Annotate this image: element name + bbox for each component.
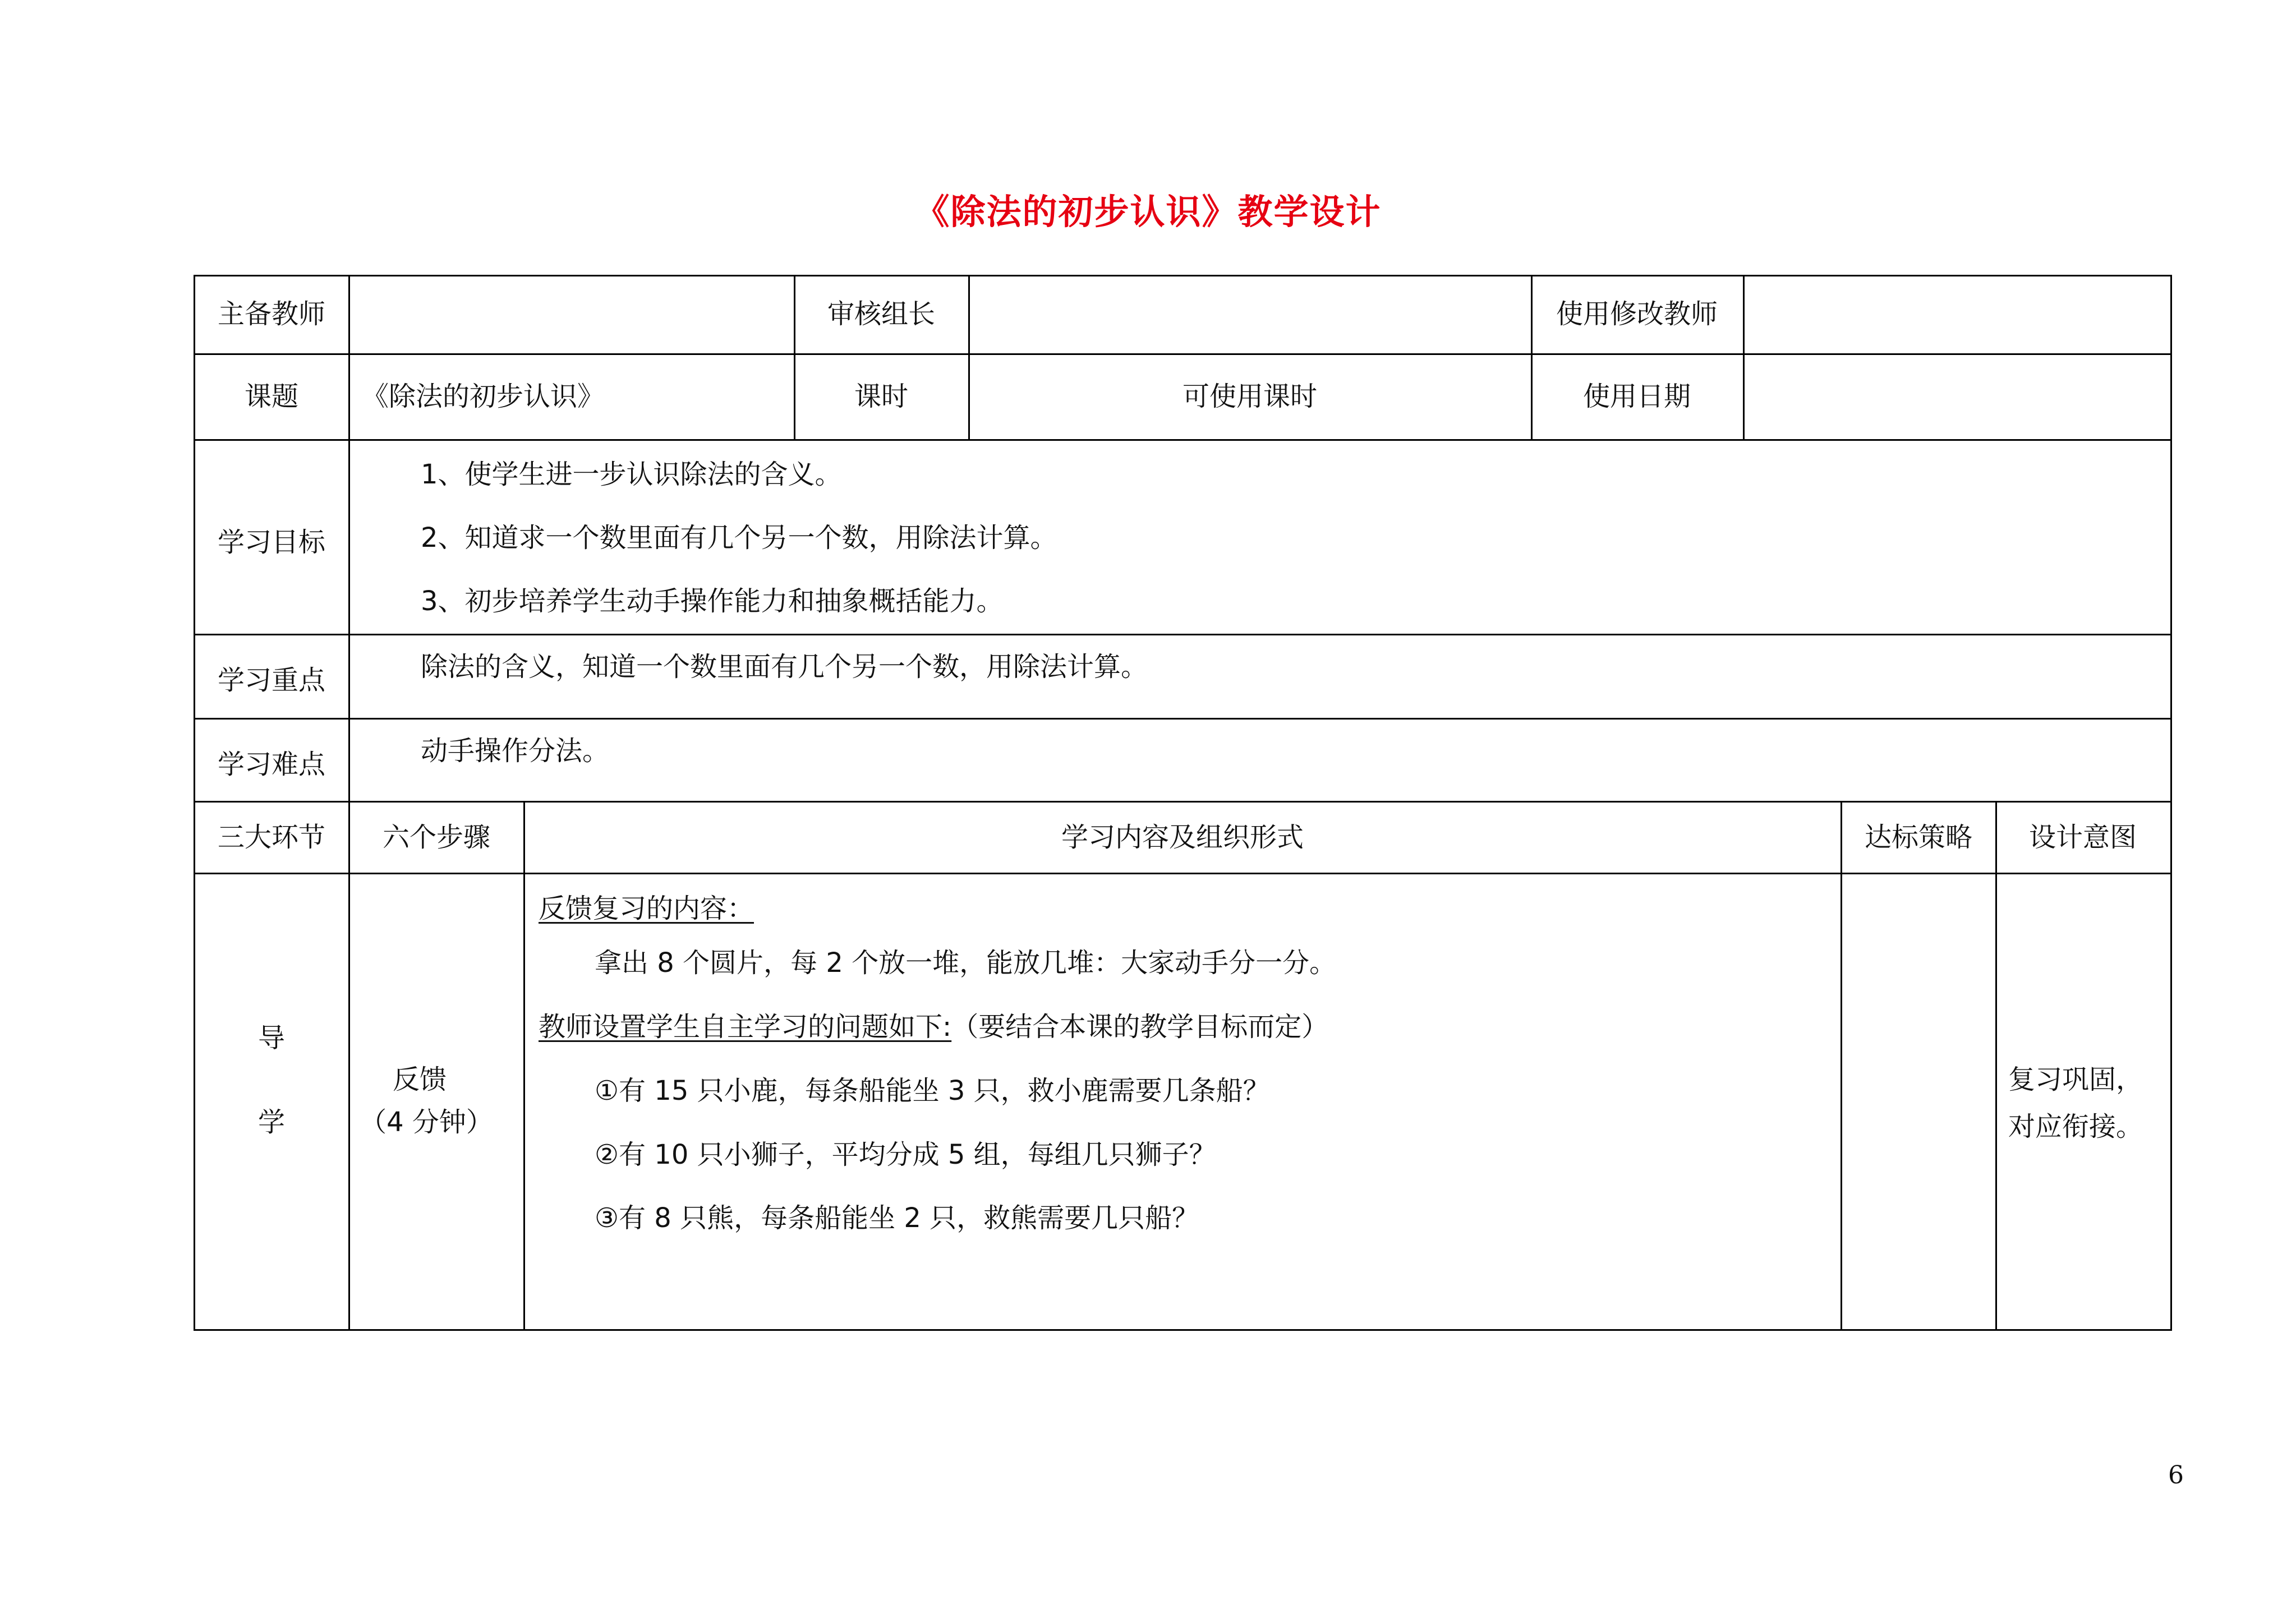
content-heading-2 — [539, 1011, 1329, 1043]
header-steps: 六个步骤 — [382, 822, 491, 853]
header-intent: 设计意图 — [2028, 822, 2137, 853]
key-point-text: 除法的含义，知道一个数里面有几个另一个数，用除法计算。 — [421, 651, 1148, 683]
document-title: 《除法的初步认识》教学设计 — [914, 191, 1382, 232]
period-label: 课时 — [854, 381, 909, 412]
objective-item: 3、初步培养学生动手操作能力和抽象概括能力。 — [421, 585, 1004, 617]
date-label: 使用日期 — [1582, 381, 1691, 412]
difficulty-label: 学习难点 — [217, 749, 326, 780]
reviewer-label: 审核组长 — [827, 298, 936, 330]
period-value: 可使用课时 — [1182, 381, 1318, 412]
preparer-label: 主备教师 — [217, 298, 326, 330]
topic-label: 课题 — [244, 381, 299, 412]
step-time: （4 分钟） — [360, 1106, 493, 1138]
content-heading: 反馈复习的内容： — [539, 893, 754, 924]
question-item: ③有 8 只熊，每条船能坐 2 只，救熊需要几只船？ — [595, 1202, 1199, 1234]
header-stages: 三大环节 — [217, 822, 326, 853]
content-line: 拿出 8 个圆片，每 2 个放一堆，能放几堆：大家动手分一分。 — [595, 947, 1337, 979]
objectives-label: 学习目标 — [217, 527, 326, 558]
key-point-label: 学习重点 — [217, 665, 326, 696]
step-name: 反馈 — [392, 1064, 447, 1095]
content-heading-main: 教师设置学生自主学习的问题如下: — [539, 1011, 952, 1043]
intent-line: 复习巩固， — [2008, 1064, 2143, 1095]
page-number: 6 — [2168, 1461, 2184, 1490]
modifier-label: 使用修改教师 — [1556, 298, 1718, 330]
stage-char: 学 — [257, 1106, 286, 1138]
question-item: ②有 10 只小狮子，平均分成 5 组，每组几只狮子？ — [595, 1139, 1216, 1170]
content-heading-note: （要结合本课的教学目标而定） — [951, 1011, 1329, 1043]
objective-item: 2、知道求一个数里面有几个另一个数，用除法计算。 — [421, 522, 1057, 554]
stage-char: 导 — [257, 1022, 286, 1054]
header-strategy: 达标策略 — [1864, 822, 1973, 853]
objective-item: 1、使学生进一步认识除法的含义。 — [421, 459, 842, 490]
intent-line: 对应衔接。 — [2008, 1111, 2143, 1142]
question-item: ①有 15 只小鹿，每条船能坐 3 只，救小鹿需要几条船？ — [595, 1075, 1270, 1106]
difficulty-text: 动手操作分法。 — [421, 735, 610, 767]
header-content: 学习内容及组织形式 — [1061, 822, 1304, 853]
topic-value: 《除法的初步认识》 — [362, 381, 605, 412]
